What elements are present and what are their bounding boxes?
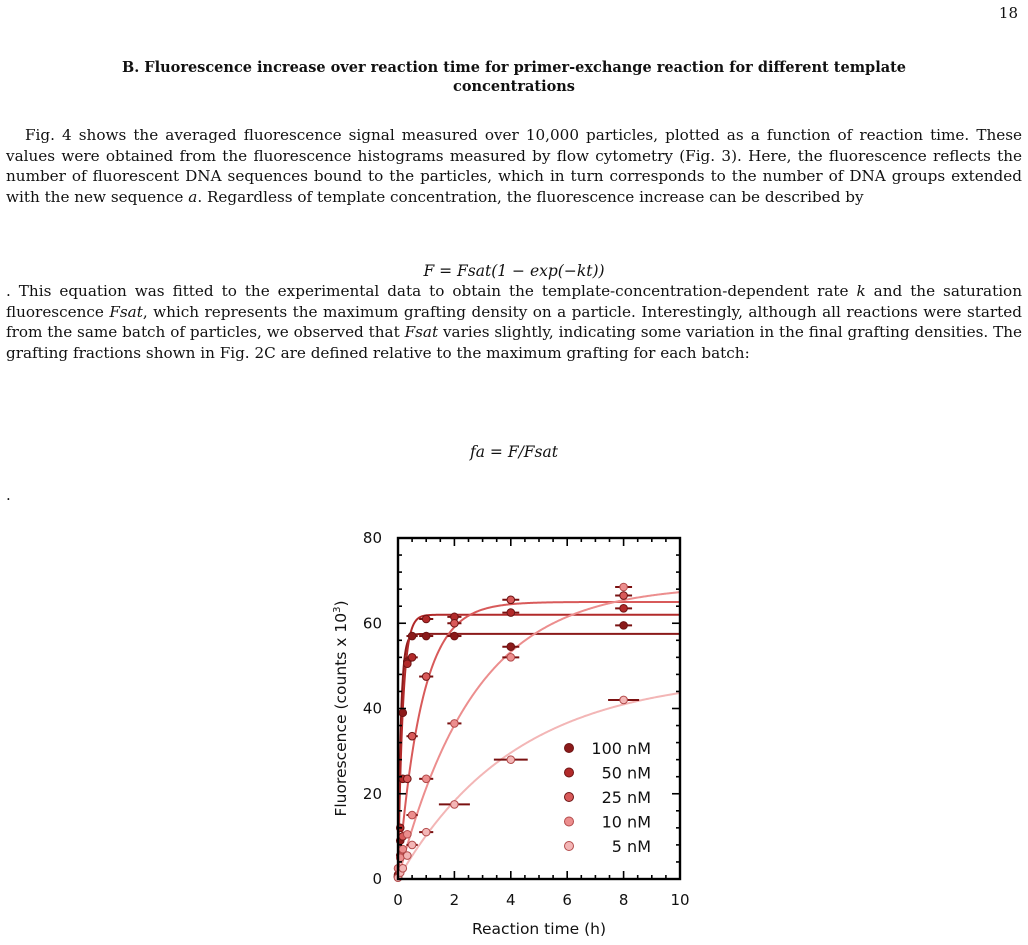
data-point	[394, 865, 402, 873]
legend-marker	[565, 842, 574, 851]
data-point	[451, 801, 459, 809]
x-tick-label: 10	[670, 891, 690, 909]
data-point	[422, 828, 430, 836]
legend-label: 25 nM	[601, 788, 651, 807]
data-point	[394, 871, 402, 879]
y-tick-label: 0	[372, 870, 382, 888]
section-heading	[40, 58, 988, 96]
data-point	[620, 592, 628, 600]
data-point	[507, 609, 515, 617]
data-point	[422, 775, 430, 783]
data-point	[396, 869, 404, 877]
data-point	[396, 852, 404, 860]
fit-curve-3	[398, 592, 680, 879]
data-point	[408, 732, 416, 740]
plot-frame	[398, 538, 680, 879]
legend-label: 5 nM	[611, 837, 651, 856]
data-point	[507, 654, 515, 662]
data-point	[399, 865, 407, 873]
data-point	[404, 775, 412, 783]
data-point	[408, 811, 416, 819]
paragraph-fit-text-d: varies slightly, indicating some variation in the final grafting densities. The grafting fractions shown in Fig. 2C are defined relative to the maximum grafting for each batch:	[6, 323, 1022, 362]
y-axis-label: Fluorescence (counts x $10^3$)	[332, 600, 350, 817]
legend-marker	[565, 744, 574, 753]
data-point	[620, 696, 628, 704]
data-point	[399, 775, 407, 783]
data-point	[394, 873, 402, 881]
variable-k: k	[856, 282, 866, 300]
data-point	[507, 756, 515, 764]
data-point	[399, 709, 407, 717]
paragraph-fit-text-a: . This equation was fitted to the experimental data to obtain the template-concentration-dependent rate	[6, 282, 857, 300]
x-tick-label: 4	[506, 891, 516, 909]
data-point	[620, 605, 628, 613]
equation-grafting-fraction: fa = F/Fsat	[470, 443, 558, 461]
section-heading-line1: B. Fluorescence increase over reaction time for primer-exchange reaction for different template	[121, 59, 907, 76]
legend-label: 10 nM	[601, 812, 651, 832]
equation-fluorescence: F = Fsat(1 − exp(−kt))	[423, 262, 605, 280]
legend-label: 100 nM	[591, 739, 651, 758]
legend-marker	[565, 817, 574, 826]
variable-fsat-2: Fsat	[404, 323, 439, 341]
legend-label: 50 nM	[601, 763, 651, 783]
x-tick-label: 2	[449, 891, 460, 909]
data-point	[422, 632, 430, 640]
trailing-period: .	[6, 486, 11, 504]
data-point	[396, 824, 404, 832]
data-point	[404, 852, 412, 860]
x-tick-label: 6	[562, 891, 572, 909]
y-tick-label: 20	[362, 784, 382, 803]
data-point	[507, 596, 515, 604]
paragraph-intro	[6, 125, 1022, 207]
x-tick-label: 8	[618, 891, 629, 909]
legend-marker	[565, 793, 574, 802]
y-tick-label: 40	[362, 699, 382, 718]
data-point	[451, 619, 459, 627]
data-point	[422, 615, 430, 623]
fit-curve-1	[398, 615, 680, 879]
x-axis-label: Reaction time (h)	[471, 920, 607, 938]
x-tick-label: 0	[393, 891, 403, 909]
data-point	[620, 622, 628, 630]
legend-marker	[565, 768, 574, 777]
paragraph-fit	[6, 281, 1022, 363]
variable-a: a	[188, 187, 198, 206]
data-point	[408, 654, 416, 662]
paragraph-intro-text-a: Fig. 4 shows the averaged fluorescence signal measured over 10,000 particles, plotted as a function of reaction time. These values were obtained from the fluorescence histograms measured by flow cytometry (Fig. 3). Here, the fluorescence reflects the number of fluorescent DNA sequences bound to the particles, which in turn corresponds to the number of DNA groups extended with the new sequence	[6, 126, 1022, 206]
data-point	[408, 632, 416, 640]
data-point	[404, 658, 412, 666]
data-point	[451, 720, 459, 728]
data-point	[620, 583, 628, 591]
variable-fsat: Fsat	[109, 302, 143, 321]
data-point	[507, 643, 515, 651]
fit-curves	[398, 592, 680, 879]
axes	[332, 529, 690, 938]
data-point	[408, 841, 416, 849]
data-point	[451, 613, 459, 621]
paragraph-fit-text-c: , which represents the maximum grafting density on a particle. Interestingly, although all reactions were started from the same batch of particles, we observed that	[6, 302, 1022, 341]
data-point	[394, 874, 402, 882]
y-tick-label: 80	[362, 529, 382, 547]
data-point	[396, 837, 404, 845]
fit-curve-0	[398, 634, 680, 879]
paragraph-fit-text-b: and the saturation fluorescence	[6, 282, 1022, 321]
data-point	[451, 632, 459, 640]
section-heading-line2: concentrations	[453, 78, 575, 95]
y-tick-label: 60	[362, 614, 382, 633]
legend	[565, 739, 652, 856]
data-point	[404, 830, 412, 838]
data-point	[422, 673, 430, 681]
fit-curve-2	[398, 602, 680, 879]
page-number: 18	[998, 4, 1018, 22]
data-points	[394, 583, 639, 881]
data-point	[399, 833, 407, 841]
paragraph-intro-text-b: . Regardless of template concentration, the fluorescence increase can be described by	[197, 187, 864, 206]
data-point	[399, 845, 407, 853]
data-point	[394, 873, 402, 881]
data-point	[396, 854, 404, 862]
data-point	[404, 660, 412, 668]
fit-curve-4	[398, 693, 680, 879]
